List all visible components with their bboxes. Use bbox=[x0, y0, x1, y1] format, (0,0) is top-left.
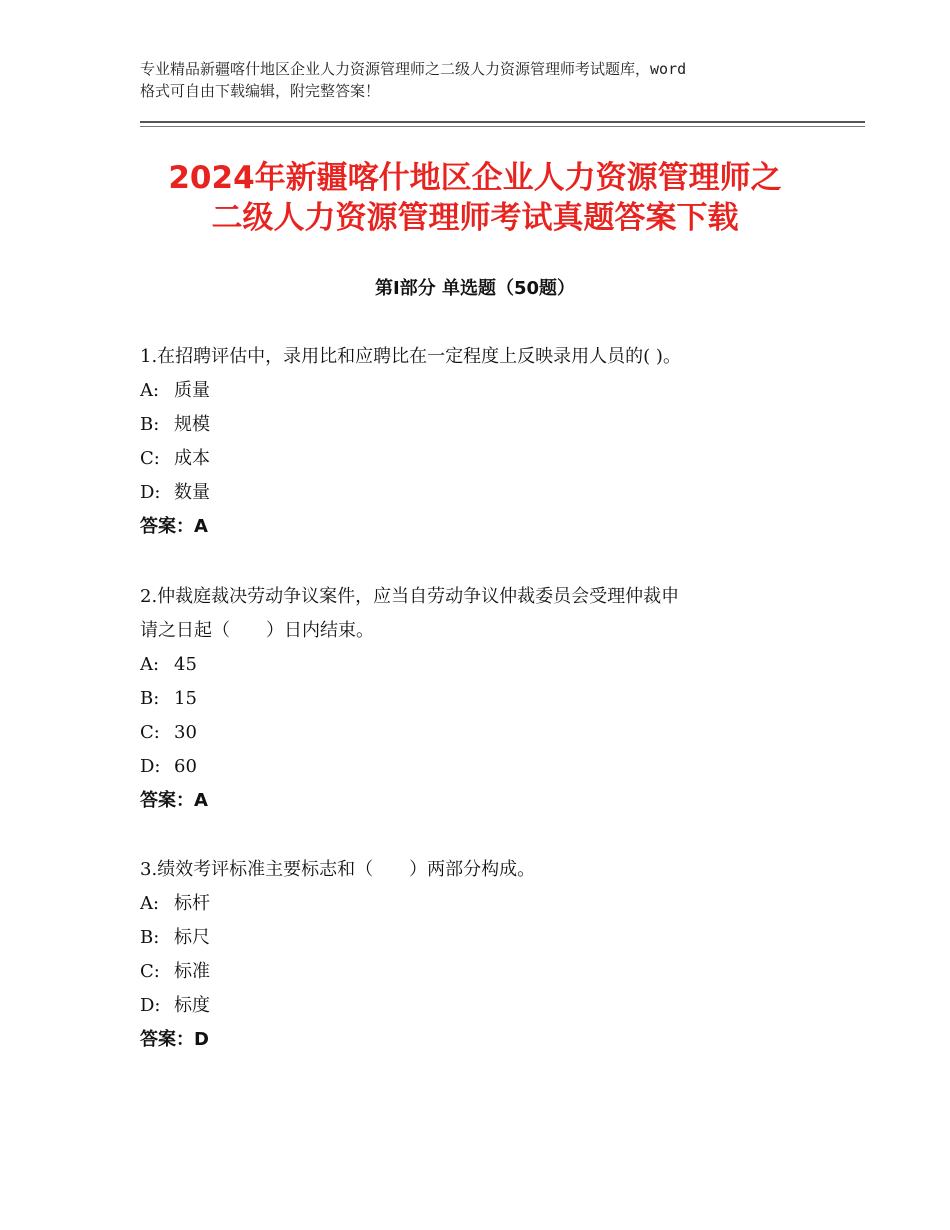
header-divider-thick bbox=[140, 121, 865, 123]
question-stem: 1.在招聘评估中，录用比和应聘比在一定程度上反映录用人员的( )。 bbox=[140, 346, 681, 367]
option-c bbox=[140, 716, 820, 750]
option-text: 质量 bbox=[174, 380, 210, 401]
answer-line: 答案：A bbox=[140, 516, 208, 537]
question-1 bbox=[140, 340, 820, 544]
option-label: C: bbox=[140, 961, 160, 982]
option-text: 规模 bbox=[174, 414, 210, 435]
question-3 bbox=[140, 853, 820, 1057]
option-text: 60 bbox=[174, 756, 197, 777]
option-text: 标尺 bbox=[174, 927, 210, 948]
answer-line: 答案：D bbox=[140, 1029, 209, 1050]
document-title-line-1: 2024年新疆喀什地区企业人力资源管理师之 bbox=[168, 160, 782, 196]
question-2 bbox=[140, 580, 820, 818]
section-title: 第Ⅰ部分 单选题（50题） bbox=[374, 278, 575, 299]
option-text: 数量 bbox=[174, 482, 210, 503]
header-note-line-2: 格式可自由下载编辑，附完整答案！ bbox=[140, 82, 381, 100]
option-text: 45 bbox=[174, 654, 197, 675]
option-label: B: bbox=[140, 414, 160, 435]
option-label: A: bbox=[140, 654, 160, 675]
option-a bbox=[140, 374, 820, 408]
option-label: B: bbox=[140, 927, 160, 948]
option-text: 标杆 bbox=[174, 893, 210, 914]
option-label: D: bbox=[140, 995, 161, 1016]
question-stem: 3.绩效考评标准主要标志和（ ）两部分构成。 bbox=[140, 859, 536, 880]
option-d bbox=[140, 989, 820, 1023]
option-c bbox=[140, 955, 820, 989]
option-d bbox=[140, 750, 820, 784]
option-b bbox=[140, 682, 820, 716]
option-text: 成本 bbox=[174, 448, 210, 469]
question-stem: 2.仲裁庭裁决劳动争议案件，应当自劳动争议仲裁委员会受理仲裁申 bbox=[140, 586, 680, 607]
option-c bbox=[140, 442, 820, 476]
option-label: A: bbox=[140, 380, 160, 401]
option-label: B: bbox=[140, 688, 160, 709]
option-text: 标度 bbox=[174, 995, 210, 1016]
option-text: 标准 bbox=[174, 961, 210, 982]
header-note bbox=[140, 58, 830, 102]
option-label: C: bbox=[140, 448, 160, 469]
option-a bbox=[140, 887, 820, 921]
answer-line: 答案：A bbox=[140, 790, 208, 811]
option-label: D: bbox=[140, 482, 161, 503]
option-d bbox=[140, 476, 820, 510]
option-label: D: bbox=[140, 756, 161, 777]
option-b bbox=[140, 921, 820, 955]
header-divider-thin bbox=[140, 126, 865, 127]
document-title bbox=[120, 158, 830, 238]
option-label: C: bbox=[140, 722, 160, 743]
option-label: A: bbox=[140, 893, 160, 914]
question-stem-continued: 请之日起（ ）日内结束。 bbox=[140, 620, 374, 641]
option-text: 15 bbox=[174, 688, 197, 709]
header-note-line-1: 专业精品新疆喀什地区企业人力资源管理师之二级人力资源管理师考试题库，word bbox=[140, 60, 687, 78]
option-b bbox=[140, 408, 820, 442]
document-title-line-2: 二级人力资源管理师考试真题答案下载 bbox=[211, 200, 739, 236]
option-a bbox=[140, 648, 820, 682]
option-text: 30 bbox=[174, 722, 197, 743]
